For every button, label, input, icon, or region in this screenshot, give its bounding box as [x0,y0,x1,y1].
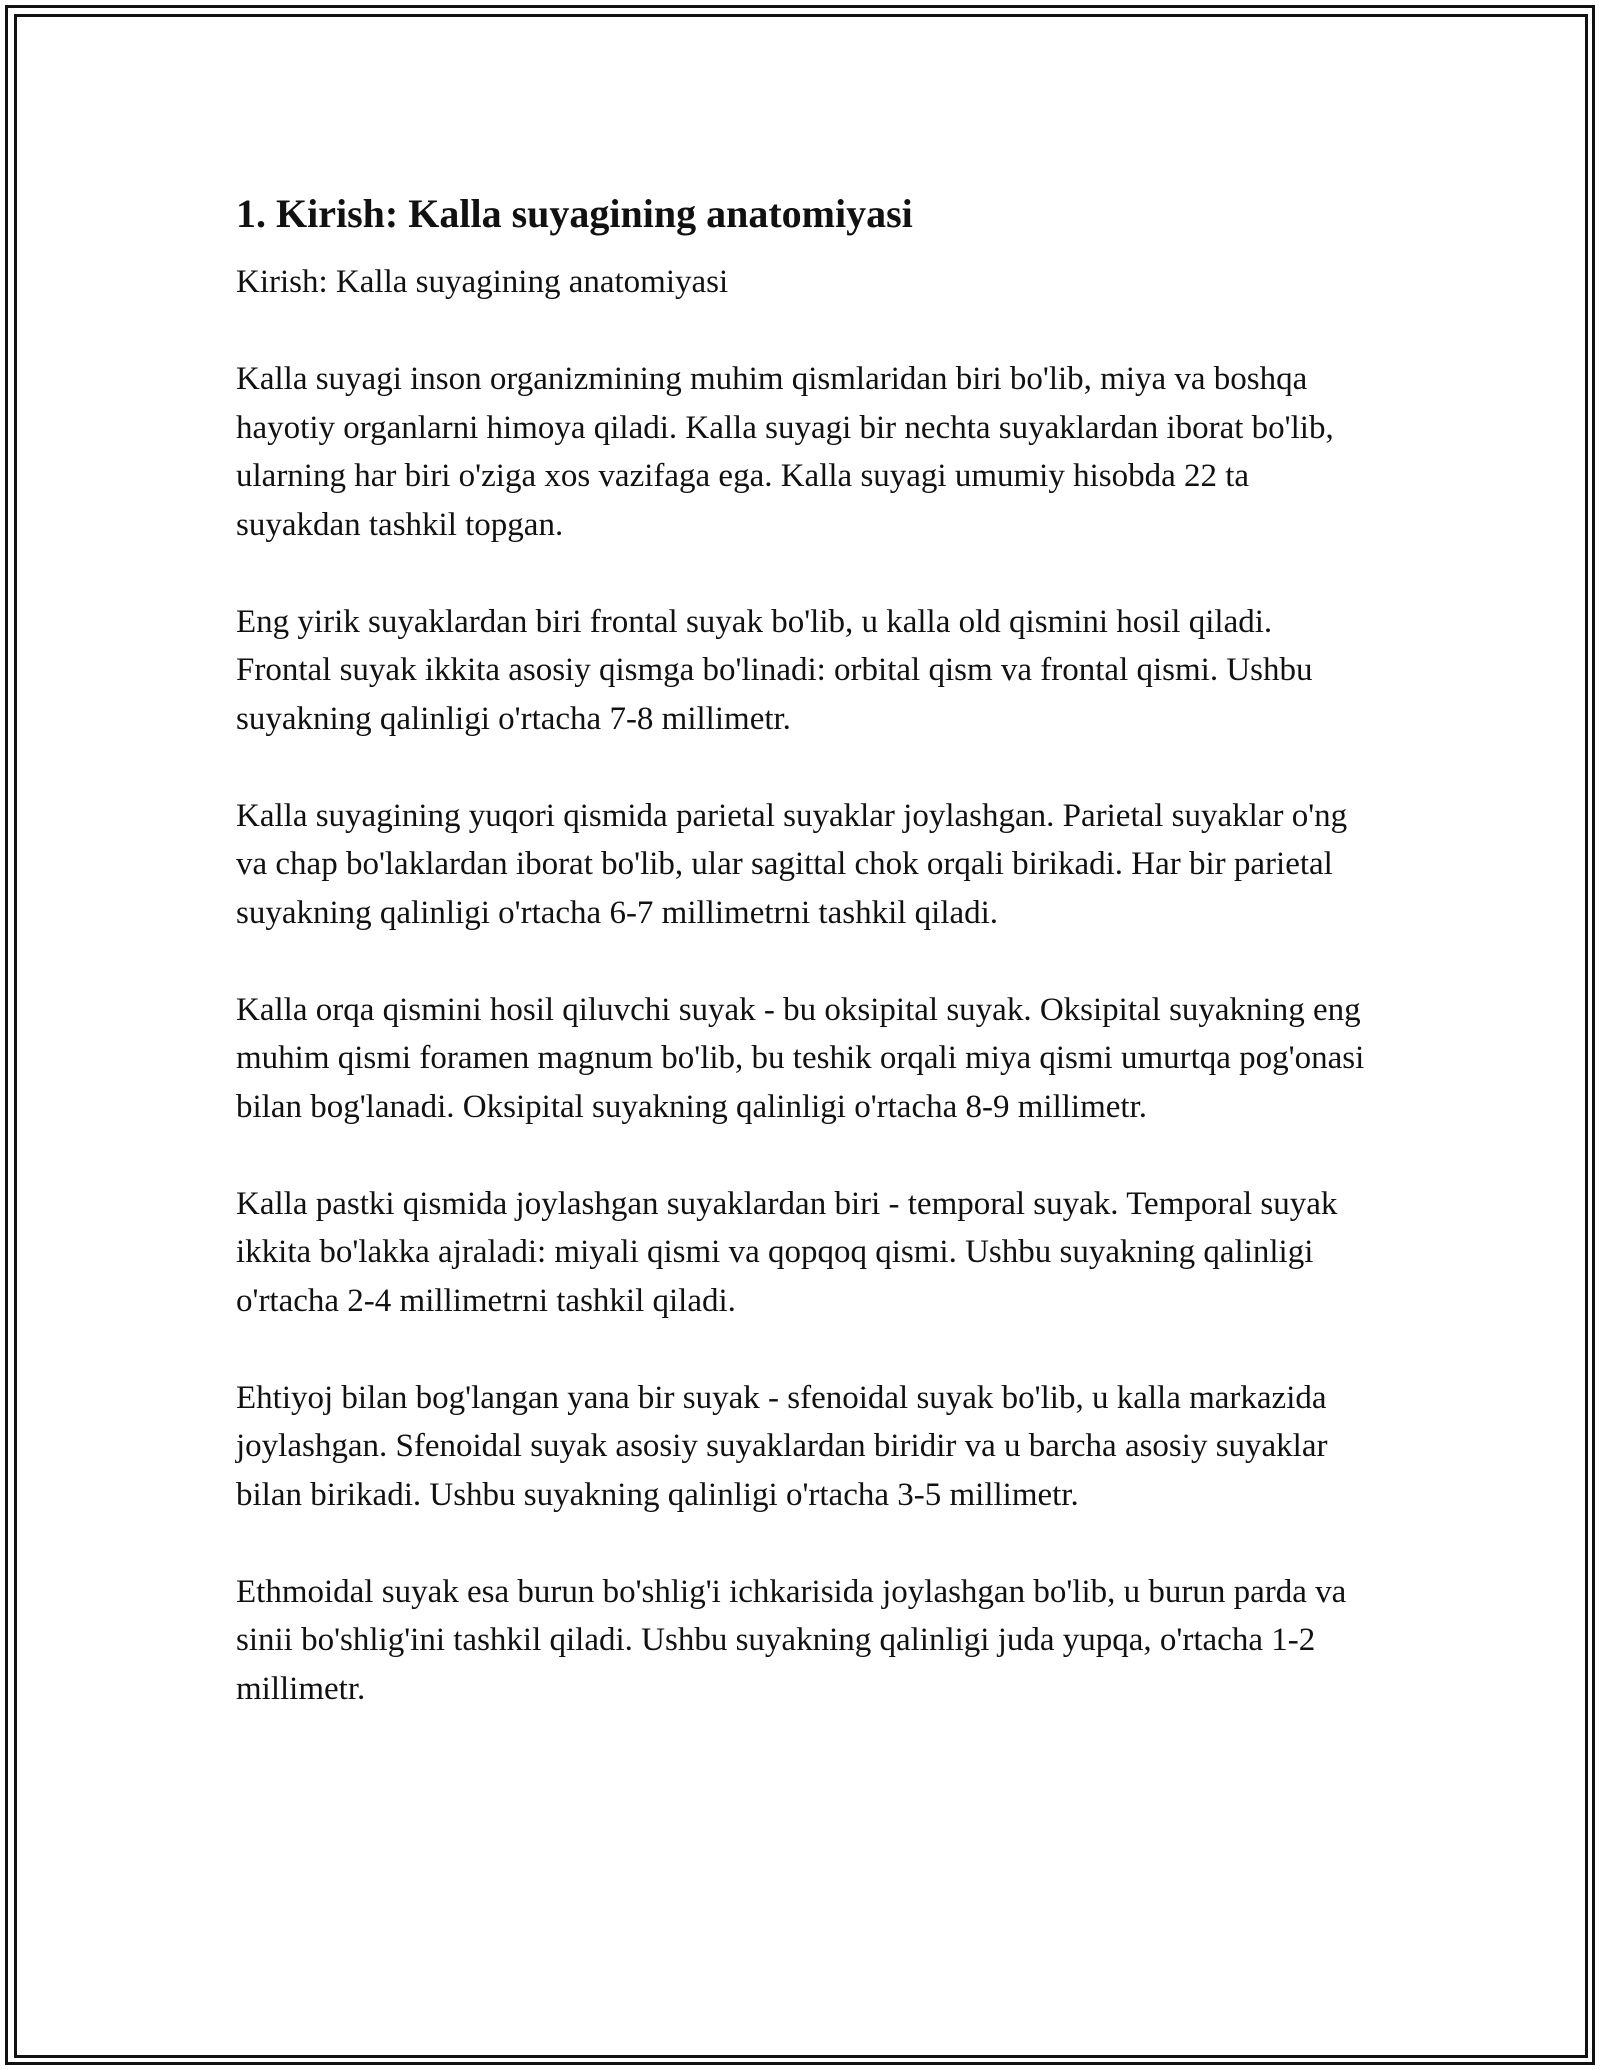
document-heading: 1. Kirish: Kalla suyagining anatomiyasi [236,191,913,236]
paragraph-subtitle: Kirish: Kalla suyagining anatomiyasi [236,264,729,300]
document-body [236,186,1366,1762]
paragraph-ethmoid: Ethmoidal suyak esa burun bo'shlig'i ichkarisida joylashgan bo'lib, u burun parda va sinii bo'shlig'ini tashkil qiladi. Ushbu suyakning qalinligi juda yupqa, o'rtacha 1-2 millimetr. [236,1573,1347,1707]
paragraph-frontal: Eng yirik suyaklardan biri frontal suyak bo'lib, u kalla old qismini hosil qiladi. Frontal suyak ikkita asosiy qismga bo'linadi: orbital qism va frontal qismi. Ushbu suyakning qalinligi o'rtacha 7-8 millimetr. [236,603,1313,737]
paragraph-temporal: Kalla pastki qismida joylashgan suyaklardan biri - temporal suyak. Temporal suyak ikkita bo'lakka ajraladi: miyali qismi va qopqoq qismi. Ushbu suyakning qalinligi o'rtacha 2-4 millimetrni tashkil qiladi. [236,1185,1338,1319]
paragraph-occipital: Kalla orqa qismini hosil qiluvchi suyak - bu oksipital suyak. Oksipital suyakning eng muhim qismi foramen magnum bo'lib, bu teshik orqali miya qismi umurtqa pog'onasi bilan bog'lanadi. Oksipital suyakning qalinligi o'rtacha 8-9 millimetr. [236,991,1365,1125]
paragraph-parietal: Kalla suyagining yuqori qismida parietal suyaklar joylashgan. Parietal suyaklar o'ng va chap bo'laklardan iborat bo'lib, ular sagittal chok orqali birikadi. Har bir parietal suyakning qalinligi o'rtacha 6-7 millimetrni tashkil qiladi. [236,797,1348,931]
paragraph-intro: Kalla suyagi inson organizmining muhim qismlaridan biri bo'lib, miya va boshqa hayotiy organlarni himoya qiladi. Kalla suyagi bir nechta suyaklardan iborat bo'lib, ularning har biri o'ziga xos vazifaga ega. Kalla suyagi umumiy hisobda 22 ta suyakdan tashkil topgan. [236,361,1334,543]
paragraph-sphenoid: Ehtiyoj bilan bog'langan yana bir suyak - sfenoidal suyak bo'lib, u kalla markazida joylashgan. Sfenoidal suyak asosiy suyaklardan biridir va u barcha asosiy suyaklar bilan birikadi. Ushbu suyakning qalinligi o'rtacha 3-5 millimetr. [236,1379,1328,1513]
